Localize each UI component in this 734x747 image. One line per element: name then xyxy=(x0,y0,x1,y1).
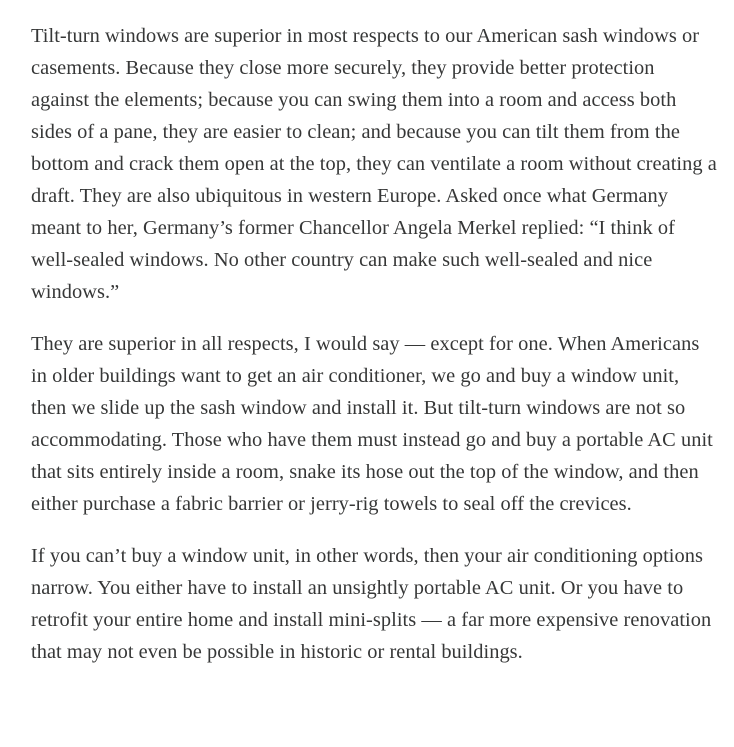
article-body xyxy=(31,20,717,668)
article-paragraph-3: If you can’t buy a window unit, in other words, then your air conditioning options narrow. You either have to install an unsightly portable AC unit. Or you have to retrofit your entire home and install mini-splits — a far more expensive renovation that may not even be possible in historic or rental buildings. xyxy=(31,545,712,663)
article-paragraph-2: They are superior in all respects, I would say — except for one. When Americans in older buildings want to get an air conditioner, we go and buy a window unit, then we slide up the sash window and install it. But tilt-turn windows are not so accommodating. Those who have them must instead go and buy a portable AC unit that sits entirely inside a room, snake its hose out the top of the window, and then either purchase a fabric barrier or jerry-rig towels to seal off the crevices. xyxy=(31,333,713,515)
article-paragraph-1: Tilt-turn windows are superior in most respects to our American sash windows or casements. Because they close more securely, they provide better protection against the elements; because you can swing them into a room and access both sides of a pane, they are easier to clean; and because you can tilt them from the bottom and crack them open at the top, they can ventilate a room without creating a draft. They are also ubiquitous in western Europe. Asked once what Germany meant to her, Germany’s former Chancellor Angela Merkel replied: “I think of well-sealed windows. No other country can make such well-sealed and nice windows.” xyxy=(31,25,717,303)
